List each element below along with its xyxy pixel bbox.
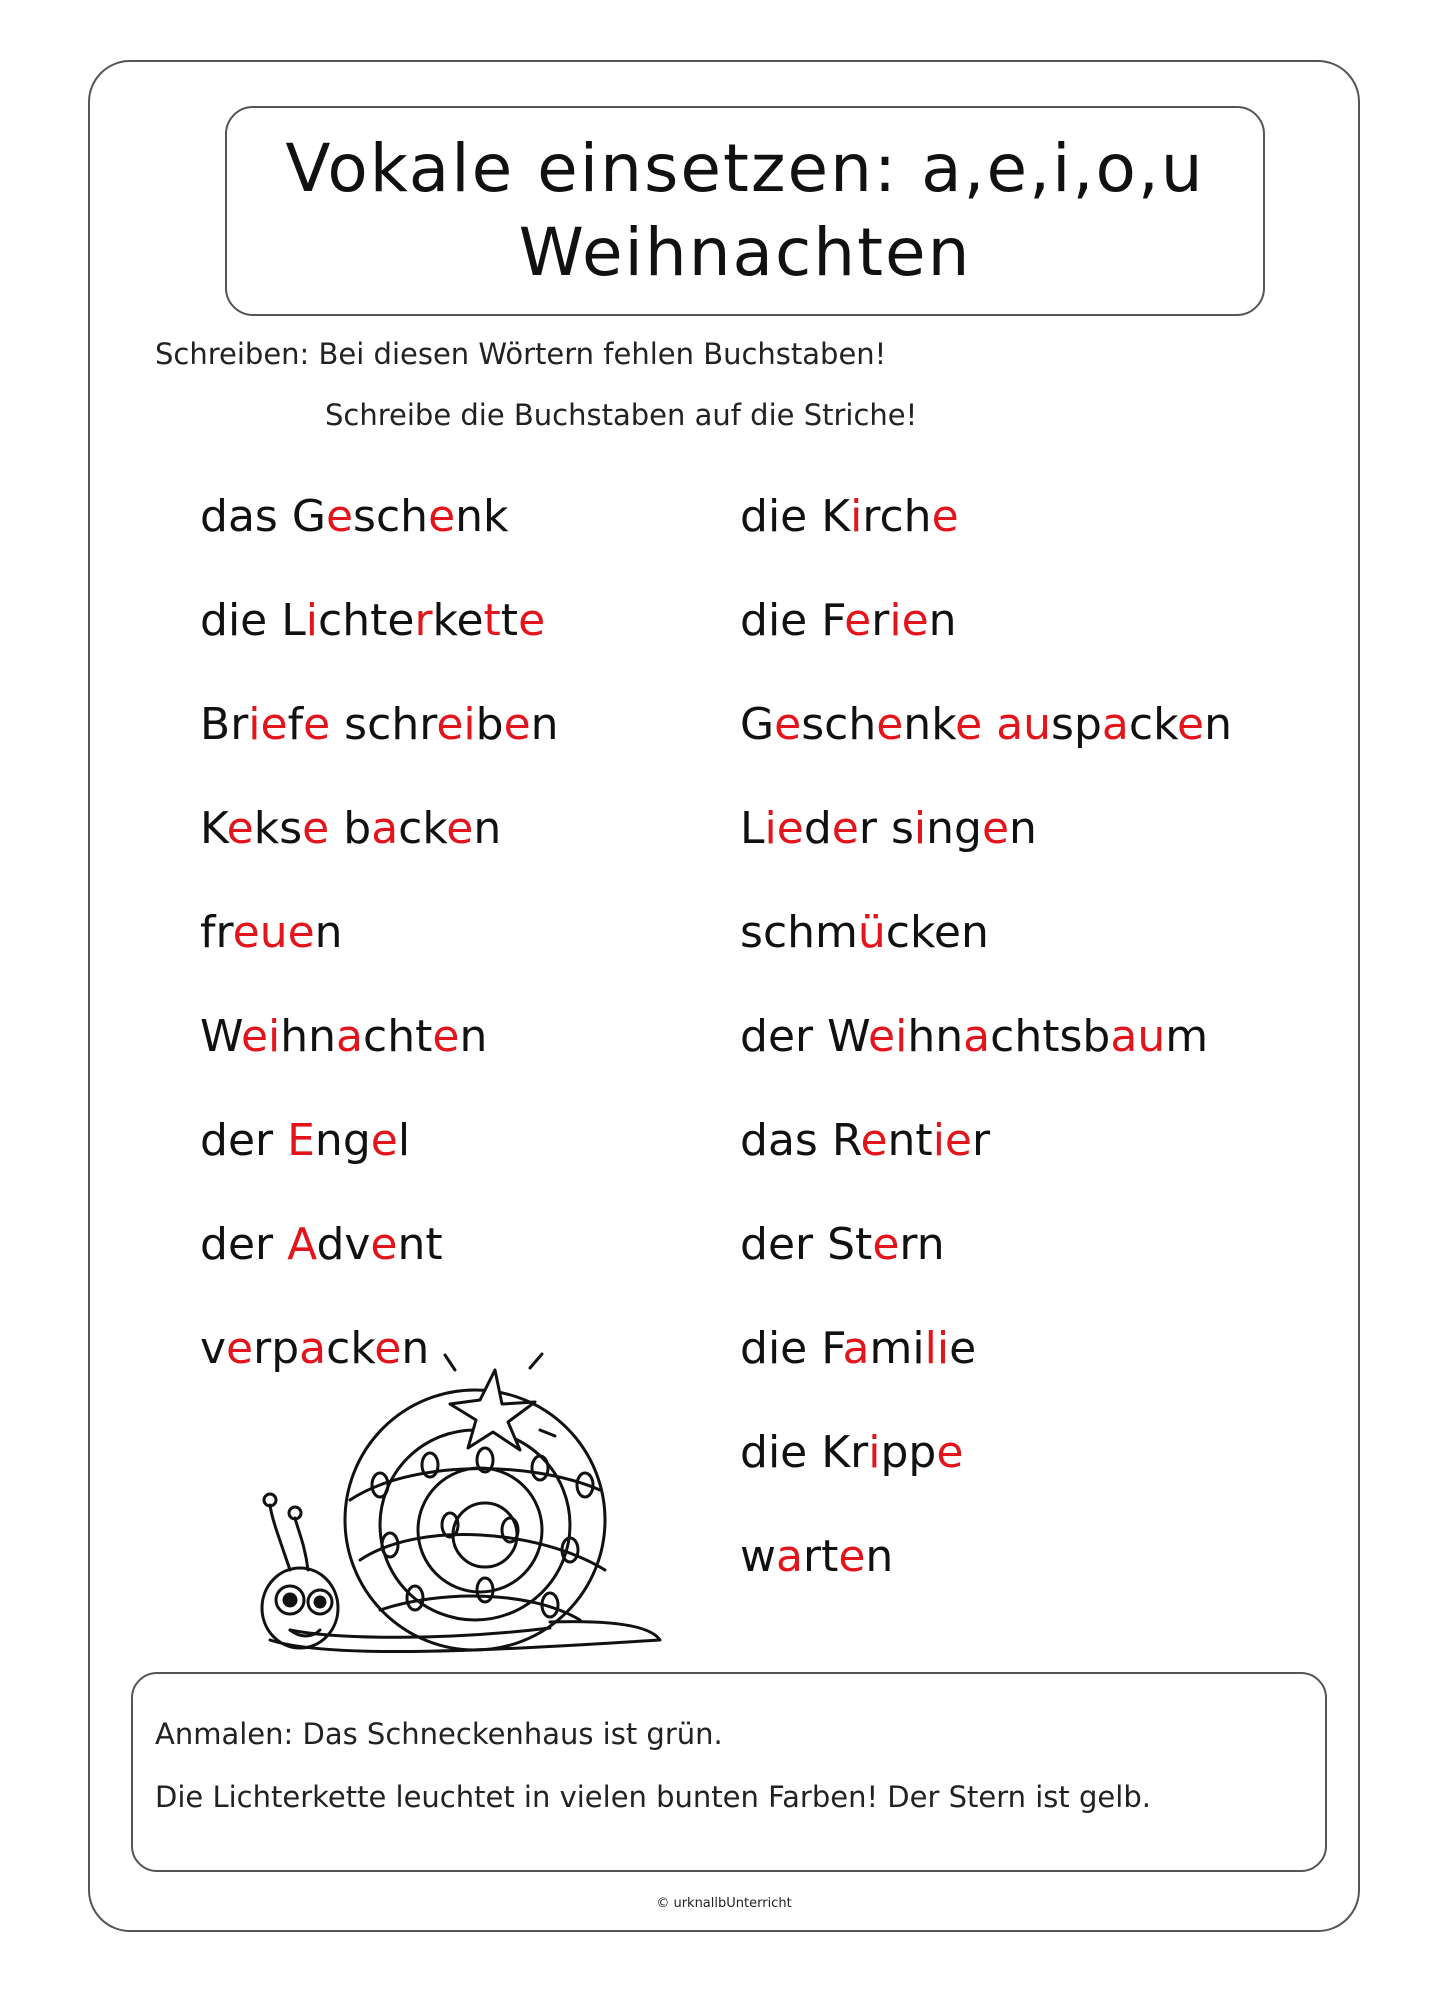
vocabulary-word: warten xyxy=(740,1531,894,1582)
coloring-instruction-box xyxy=(131,1672,1327,1872)
vocabulary-word: der Stern xyxy=(740,1219,945,1270)
vocabulary-word: das Rentier xyxy=(740,1115,991,1166)
snail-with-christmas-lights-and-star-icon xyxy=(250,1340,680,1680)
copyright-notice: © urknallbUnterricht xyxy=(656,1896,792,1911)
instruction-line-1: Schreiben: Bei diesen Wörtern fehlen Buchstaben! xyxy=(155,337,887,371)
vocabulary-word: verpacken xyxy=(200,1323,430,1374)
vocabulary-word: Kekse backen xyxy=(200,803,502,854)
instruction-line-2: Schreibe die Buchstaben auf die Striche! xyxy=(325,398,918,432)
vocabulary-word: die Lichterkette xyxy=(200,595,546,646)
vocabulary-word: schmücken xyxy=(740,907,989,958)
vocabulary-word: die Ferien xyxy=(740,595,957,646)
vocabulary-word: freuen xyxy=(200,907,343,958)
coloring-instruction-line-1: Anmalen: Das Schneckenhaus ist grün. xyxy=(155,1717,723,1751)
vocabulary-word: die Kirche xyxy=(740,491,959,542)
vocabulary-word: der Weihnachtsbaum xyxy=(740,1011,1209,1062)
title-box xyxy=(225,106,1265,316)
vocabulary-word: Lieder singen xyxy=(740,803,1037,854)
vocabulary-word: die Familie xyxy=(740,1323,977,1374)
title-line-2: Weihnachten xyxy=(518,214,972,291)
vocabulary-word: der Advent xyxy=(200,1219,443,1270)
vocabulary-word: Geschenke auspacken xyxy=(740,699,1232,750)
vocabulary-word: Briefe schreiben xyxy=(200,699,559,750)
title-line-1: Vokale einsetzen: a,e,i,o,u xyxy=(285,130,1205,207)
vocabulary-word: die Krippe xyxy=(740,1427,964,1478)
vocabulary-word: der Engel xyxy=(200,1115,411,1166)
vocabulary-word: Weihnachten xyxy=(200,1011,488,1062)
vocabulary-word: das Geschenk xyxy=(200,491,509,542)
coloring-instruction-line-2: Die Lichterkette leuchtet in vielen bunten Farben! Der Stern ist gelb. xyxy=(155,1780,1151,1814)
